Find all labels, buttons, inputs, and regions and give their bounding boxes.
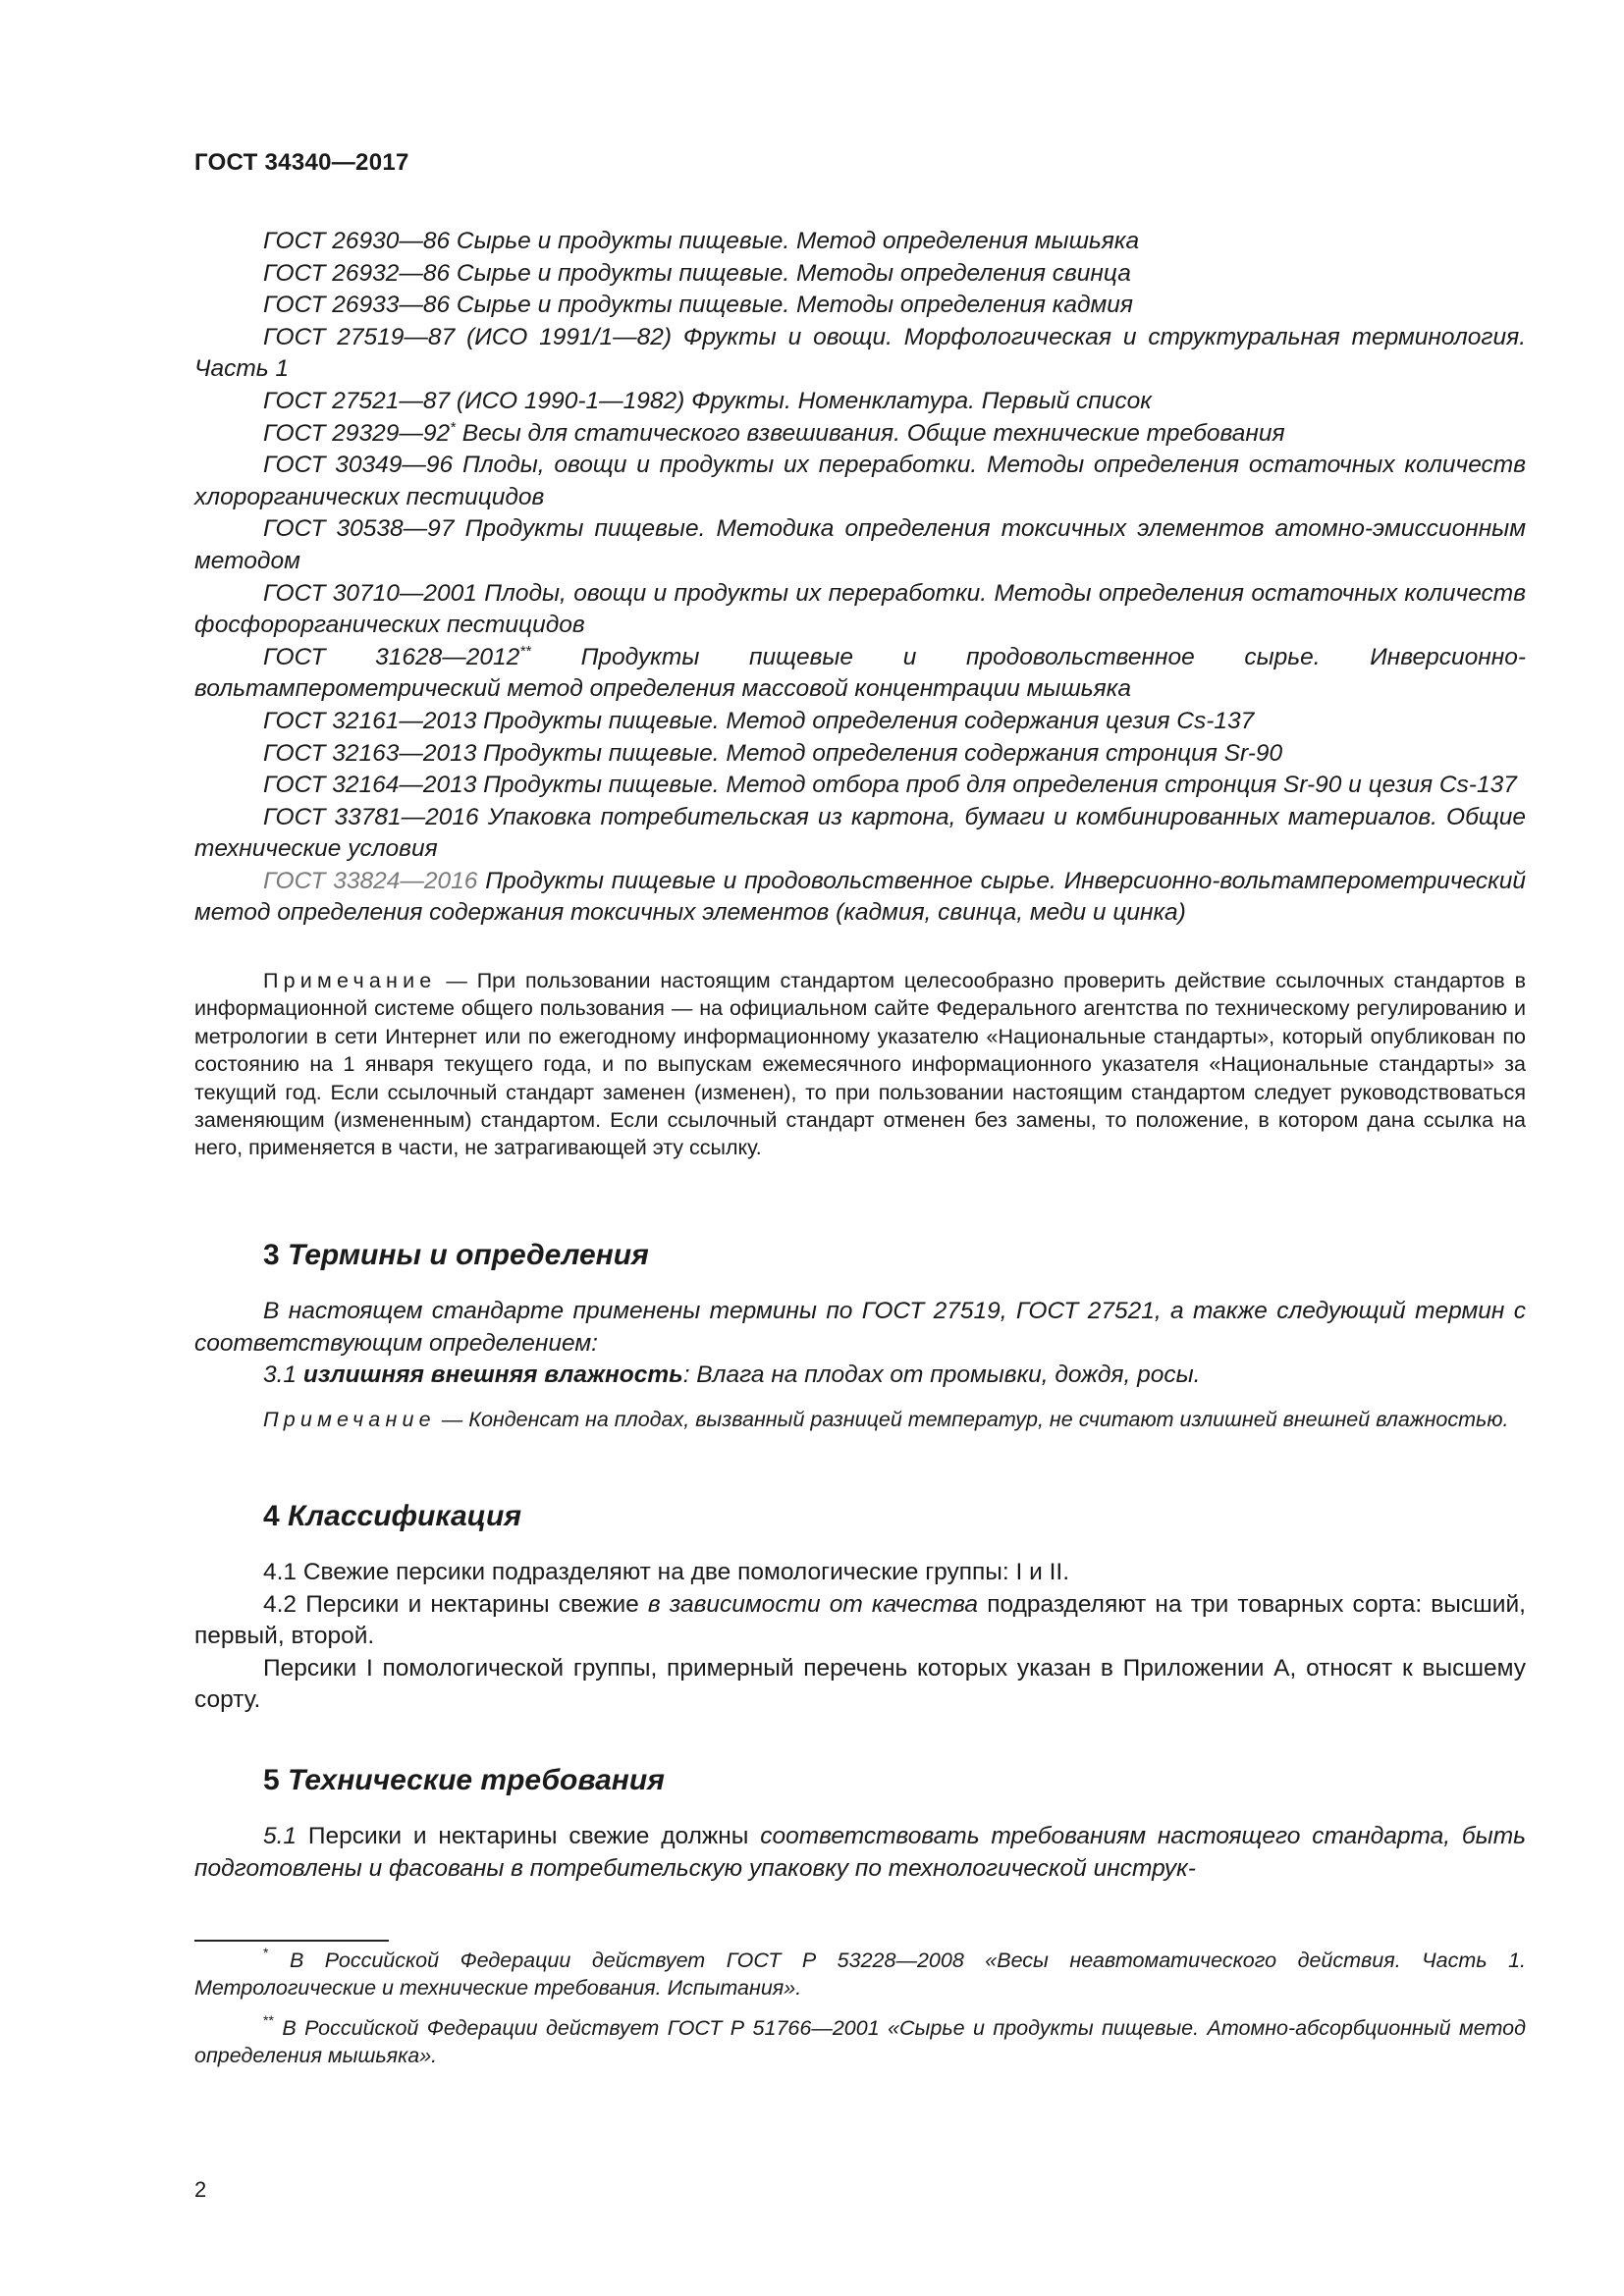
section-3-body xyxy=(194,1296,1526,1392)
reference-item: ГОСТ 26933—86 Сырье и продукты пищевые. Методы определения кадмия xyxy=(263,292,1134,319)
reference-item: ГОСТ 32164—2013 Продукты пищевые. Метод отбора проб для определения стронция Sr-90 и цезия Cs-137 xyxy=(263,772,1517,799)
note-label: Примечание xyxy=(263,1408,436,1431)
reference-item: ГОСТ 26930—86 Сырье и продукты пищевые. Метод определения мышьяка xyxy=(263,228,1140,254)
normative-references-list xyxy=(194,226,1526,930)
reference-item: ГОСТ 26932—86 Сырье и продукты пищевые. Методы определения свинца xyxy=(263,259,1131,287)
footnote-item: ** В Российской Федерации действует ГОСТ Р 51766—2001 «Сырье и продукты пищевые. Атомно-абсорбционный метод определения мышьяка». xyxy=(194,2011,1526,2068)
section-5-heading: 5 Технические требования xyxy=(263,1764,665,1796)
section-4-heading: 4 Классификация xyxy=(263,1500,522,1532)
paragraph-4-2-note: Персики I помологической группы, примерный перечень которых указан в Приложении А, относят к высшему сорту. xyxy=(194,1654,1526,1714)
paragraph-4-1: 4.1 Свежие персики подразделяют на две помологические группы: I и II. xyxy=(263,1559,1070,1585)
reference-item: ГОСТ 27521—87 (ИСО 1990-1—1982) Фрукты. Номенклатура. Первый список xyxy=(263,387,1152,414)
page-header: ГОСТ 34340—2017 xyxy=(194,149,409,176)
reference-item: ГОСТ 33781—2016 Упаковка потребительская из картона, бумаги и комбинированных материалов. Общие технические условия xyxy=(194,803,1526,863)
section-3-heading: 3 Термины и определения xyxy=(263,1239,649,1271)
reference-item: ГОСТ 27519—87 (ИСО 1991/1—82) Фрукты и овощи. Морфологическая и структуральная терминология. Часть 1 xyxy=(194,323,1527,383)
note-label: Примечание xyxy=(263,969,437,992)
section-3-note: Примечание — Конденсат на плодах, вызванный разницей температур, не считают излишней внешней влажностью. xyxy=(263,1408,1509,1431)
section-5-body xyxy=(194,1821,1526,1885)
term-definition: 3.1 излишняя внешняя влажность: Влага на плодах от промывки, дождя, росы. xyxy=(263,1362,1201,1389)
reference-item: ГОСТ 29329—92* Весы для статического взвешивания. Общие технические требования xyxy=(263,418,1285,447)
reference-item: ГОСТ 30349—96 Плоды, овощи и продукты их переработки. Методы определения остаточных количеств хлорорганических пестицидов xyxy=(194,452,1526,510)
reference-item: ГОСТ 31628—2012** Продукты пищевые и продовольственное сырье. Инверсионно-вольтамперометрический метод определения массовой концентрации мышьяка xyxy=(194,642,1527,703)
footnote-separator xyxy=(194,1940,389,1942)
reference-item: ГОСТ 33824—2016 Продукты пищевые и продовольственное сырье. Инверсионно-вольтамперометрический метод определения содержания токсичных элементов (кадмия, свинца, меди и цинка) xyxy=(194,867,1526,927)
footnotes xyxy=(194,1947,1526,2082)
section-4-body xyxy=(194,1557,1526,1717)
reference-item: ГОСТ 32163—2013 Продукты пищевые. Метод определения содержания стронция Sr-90 xyxy=(263,739,1283,767)
footnote-marker: * xyxy=(450,418,456,436)
reference-code-greyed: ГОСТ 33824—2016 xyxy=(263,867,478,894)
paragraph-4-2: 4.2 Персики и нектарины свежие в зависимости от качества подразделяют на три товарных сорта: высший, первый, второй. xyxy=(194,1590,1526,1650)
reference-item: ГОСТ 30710—2001 Плоды, овощи и продукты их переработки. Методы определения остаточных количеств фосфорорганических пестицидов xyxy=(194,579,1527,639)
page-number: 2 xyxy=(194,2177,207,2202)
footnote-item: * В Российской Федерации действует ГОСТ Р 53228—2008 «Весы неавтоматического действия. Часть 1. Метрологические и технические требования. Испытания». xyxy=(194,1945,1526,2001)
references-note: Примечание — При пользовании настоящим стандартом целесообразно проверить действие ссылочных стандартов в информационной системе общего пользования — на официальном сайте Федерального агентства по техническому регулированию и метрологии в сети Интернет или по ежегодному информационному указателю «Национальные стандарты», который опубликован по состоянию на 1 января текущего года, и по выпускам ежемесячного информационного указателя «Национальные стандарты» за текущий год. Если ссылочный стандарт заменен (изменен), то при пользовании настоящим стандартом следует руководствоваться заменяющим (измененным) стандартом. Если ссылочный стандарт отменен без замены, то положение, в котором дана ссылка на него, применяется в части, не затрагивающей эту ссылку. xyxy=(194,969,1526,1160)
reference-item: ГОСТ 32161—2013 Продукты пищевые. Метод определения содержания цезия Cs-137 xyxy=(263,707,1255,734)
paragraph-5-1: 5.1 Персики и нектарины свежие должны соответствовать требованиям настоящего стандарта, быть подготовлены и фасованы в потребительскую упаковку по технологической инструк- xyxy=(194,1823,1527,1882)
footnote-marker: ** xyxy=(519,642,531,660)
section-3-intro: В настоящем стандарте применены термины по ГОСТ 27519, ГОСТ 27521, а также следующий термин с соответствующим определением: xyxy=(194,1298,1526,1357)
reference-item: ГОСТ 30538—97 Продукты пищевые. Методика определения токсичных элементов атомно-эмиссионным методом xyxy=(194,515,1526,574)
